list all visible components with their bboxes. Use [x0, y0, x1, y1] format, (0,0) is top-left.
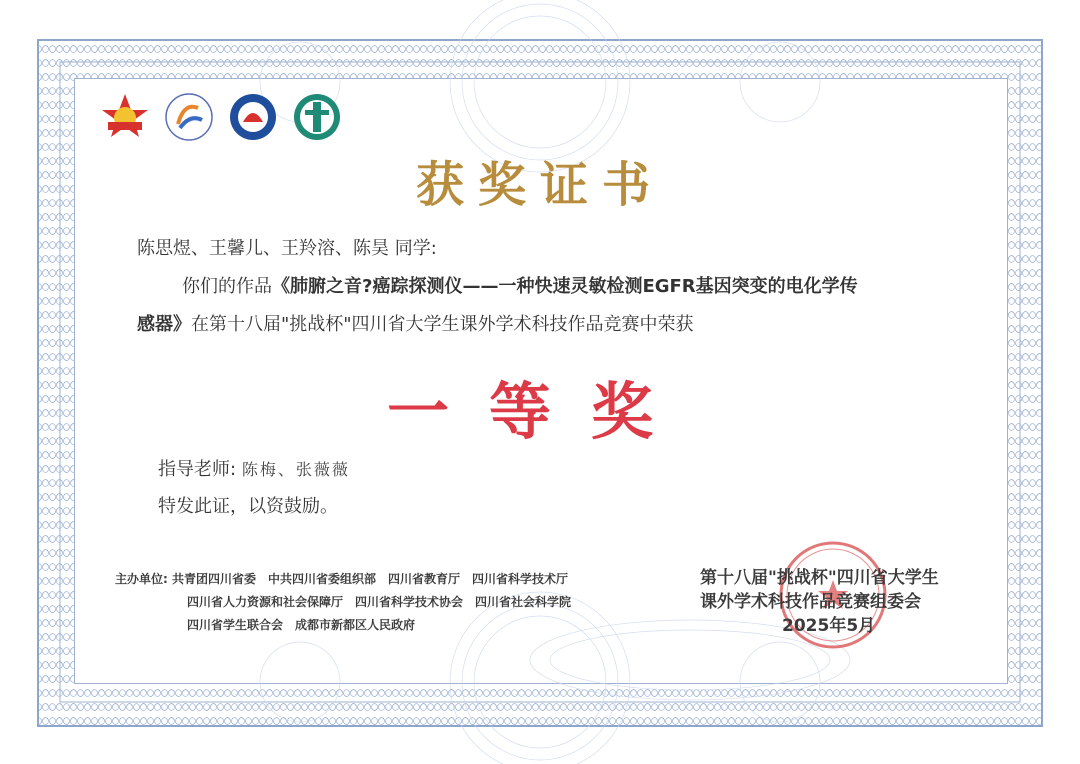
work-title-line-2: 感器》 — [137, 314, 191, 335]
body-prefix: 你们的作品 — [182, 276, 272, 297]
sponsors-label: 主办单位: — [115, 572, 168, 586]
issue-date: 2025年5月 — [782, 616, 876, 636]
certificate-title: 获奖证书 — [415, 157, 664, 213]
award-level: 一等奖 — [386, 375, 693, 448]
advisor-names: 陈梅、张薇薇 — [241, 460, 350, 479]
sponsors-line-3: 四川省学生联合会 成都市新都区人民政府 — [187, 618, 416, 632]
sponsors-line-2: 四川省人力资源和社会保障厅 四川省科学技术协会 四川省社会科学院 — [187, 595, 572, 609]
body-line-1 — [182, 272, 858, 298]
challenge-cup-logo-icon — [164, 92, 214, 142]
sponsors-block — [115, 568, 571, 637]
body-line-2 — [137, 310, 694, 336]
organizer-logos — [100, 92, 342, 142]
issuer-line-1: 第十八届"挑战杯"四川省大学生 — [700, 568, 939, 588]
advisor-label: 指导老师: — [158, 459, 237, 480]
encouragement: 特发此证，以资鼓励。 — [158, 496, 338, 517]
sponsors-row-1 — [115, 568, 571, 591]
issuer-block — [700, 566, 939, 638]
recipients: 陈思煜、王馨儿、王羚溶、陈昊 同学: — [137, 238, 437, 259]
advisor-line — [158, 455, 350, 481]
work-title-line-1: 《肺腑之音?癌踪探测仪——一种快速灵敏检测EGFR基因突变的电化学传 — [272, 276, 858, 297]
issuer-line-2: 课外学术科技作品竞赛组委会 — [700, 592, 921, 612]
education-dept-logo-icon — [228, 92, 278, 142]
body-suffix: 在第十八届"挑战杯"四川省大学生课外学术科技作品竞赛中荣获 — [191, 314, 694, 335]
sponsors-line-1: 共青团四川省委 中共四川省委组织部 四川省教育厅 四川省科学技术厅 — [172, 572, 569, 586]
science-association-logo-icon — [292, 92, 342, 142]
youth-league-emblem-icon — [100, 92, 150, 142]
